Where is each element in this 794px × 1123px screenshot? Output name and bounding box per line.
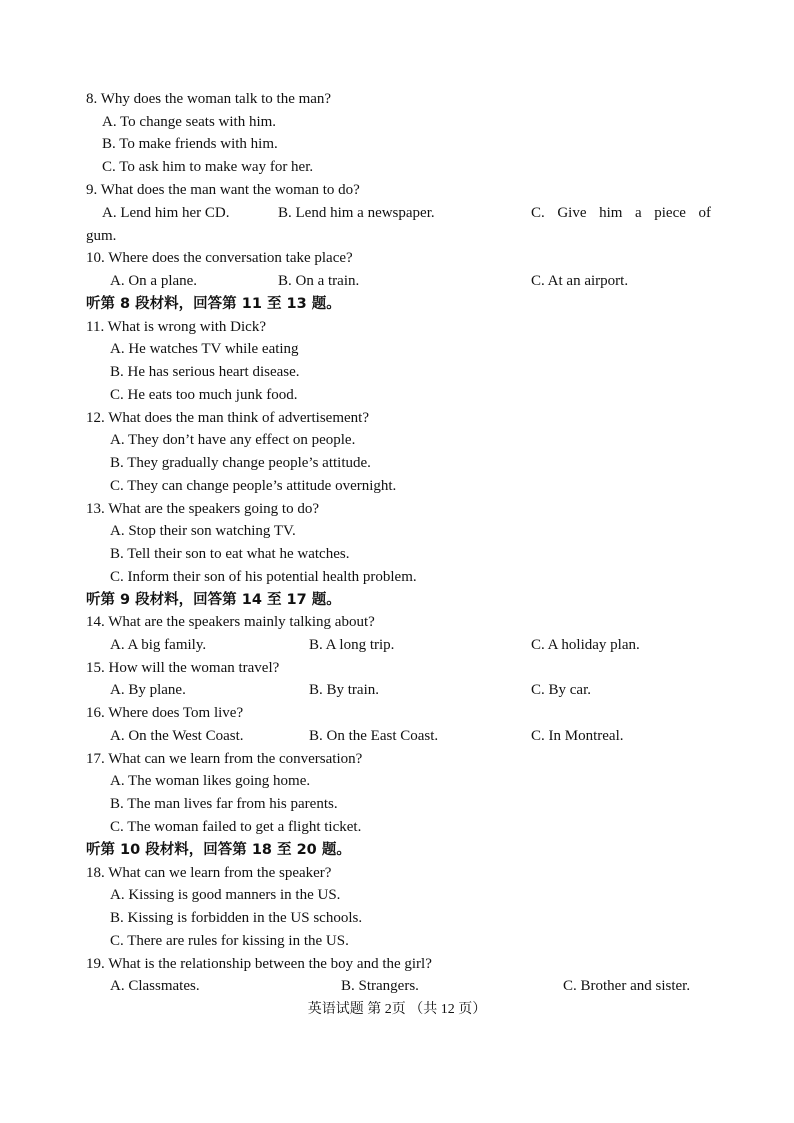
q9-option-c-wrap: gum. (86, 228, 117, 244)
q16-option-a: A. On the West Coast. (110, 728, 244, 744)
q18-option-a: A. Kissing is good manners in the US. (110, 887, 341, 903)
q19-option-c: C. Brother and sister. (563, 978, 691, 994)
q11-option-c: C. He eats too much junk food. (110, 387, 298, 403)
q12-option-a: A. They don’t have any effect on people. (110, 432, 356, 448)
q11-option-b: B. He has serious heart disease. (110, 364, 300, 380)
q17-stem: 17. What can we learn from the conversation? (86, 751, 363, 767)
q13-option-c: C. Inform their son of his potential health problem. (110, 569, 417, 585)
q11-stem: 11. What is wrong with Dick? (86, 319, 266, 335)
q10-option-b: B. On a train. (278, 273, 360, 289)
q13-option-b: B. Tell their son to eat what he watches. (110, 546, 350, 562)
q9-stem: 9. What does the man want the woman to do? (86, 182, 360, 198)
q13-option-a: A. Stop their son watching TV. (110, 523, 296, 539)
q18-option-b: B. Kissing is forbidden in the US schools. (110, 910, 363, 926)
page-footer: 英语试题 第 2页 （共 12 页） (307, 1002, 487, 1017)
q14-option-c: C. A holiday plan. (531, 637, 640, 653)
section-heading-10: 听第 10 段材料，回答第 18 至 20 题。 (86, 842, 351, 858)
q9-option-c-word: a (635, 205, 642, 221)
q10-stem: 10. Where does the conversation take place? (86, 250, 353, 266)
q9-option-c-word: piece (654, 205, 686, 221)
q10-option-a: A. On a plane. (110, 273, 198, 289)
q8-stem: 8. Why does the woman talk to the man? (86, 91, 332, 107)
q16-option-b: B. On the East Coast. (309, 728, 439, 744)
q9-option-c-word: Give (557, 205, 587, 221)
q17-option-b: B. The man lives far from his parents. (110, 796, 338, 812)
q14-stem: 14. What are the speakers mainly talking about? (86, 614, 375, 630)
q9-option-c-word: of (698, 205, 711, 221)
q18-stem: 18. What can we learn from the speaker? (86, 865, 332, 881)
q14-option-a: A. A big family. (110, 637, 207, 653)
q9-option-a: A. Lend him her CD. (102, 205, 230, 221)
q12-option-c: C. They can change people’s attitude overnight. (110, 478, 397, 494)
q13-stem: 13. What are the speakers going to do? (86, 501, 319, 517)
q14-option-b: B. A long trip. (309, 637, 395, 653)
q17-option-a: A. The woman likes going home. (110, 773, 311, 789)
section-heading-9: 听第 9 段材料，回答第 14 至 17 题。 (86, 592, 341, 608)
q18-option-c: C. There are rules for kissing in the US. (110, 933, 349, 949)
q9-option-c-word: him (599, 205, 623, 221)
q11-option-a: A. He watches TV while eating (110, 341, 299, 357)
q17-option-c: C. The woman failed to get a flight ticket. (110, 819, 362, 835)
q16-stem: 16. Where does Tom live? (86, 705, 244, 721)
q15-option-b: B. By train. (309, 682, 379, 698)
section-heading-8: 听第 8 段材料，回答第 11 至 13 题。 (86, 296, 341, 312)
q8-option-a: A. To change seats with him. (102, 114, 277, 130)
q15-option-c: C. By car. (531, 682, 591, 698)
q19-option-a: A. Classmates. (110, 978, 200, 994)
q9-option-c-word: C. (531, 205, 545, 221)
q15-option-a: A. By plane. (110, 682, 186, 698)
q12-stem: 12. What does the man think of advertisement? (86, 410, 369, 426)
q9-option-c (531, 203, 711, 223)
q19-option-b: B. Strangers. (341, 978, 419, 994)
q19-stem: 19. What is the relationship between the boy and the girl? (86, 956, 432, 972)
q8-option-c: C. To ask him to make way for her. (102, 159, 314, 175)
q8-option-b: B. To make friends with him. (102, 136, 278, 152)
q9-option-b: B. Lend him a newspaper. (278, 205, 435, 221)
q15-stem: 15. How will the woman travel? (86, 660, 280, 676)
q10-option-c: C. At an airport. (531, 273, 629, 289)
q12-option-b: B. They gradually change people’s attitude. (110, 455, 371, 471)
q16-option-c: C. In Montreal. (531, 728, 624, 744)
